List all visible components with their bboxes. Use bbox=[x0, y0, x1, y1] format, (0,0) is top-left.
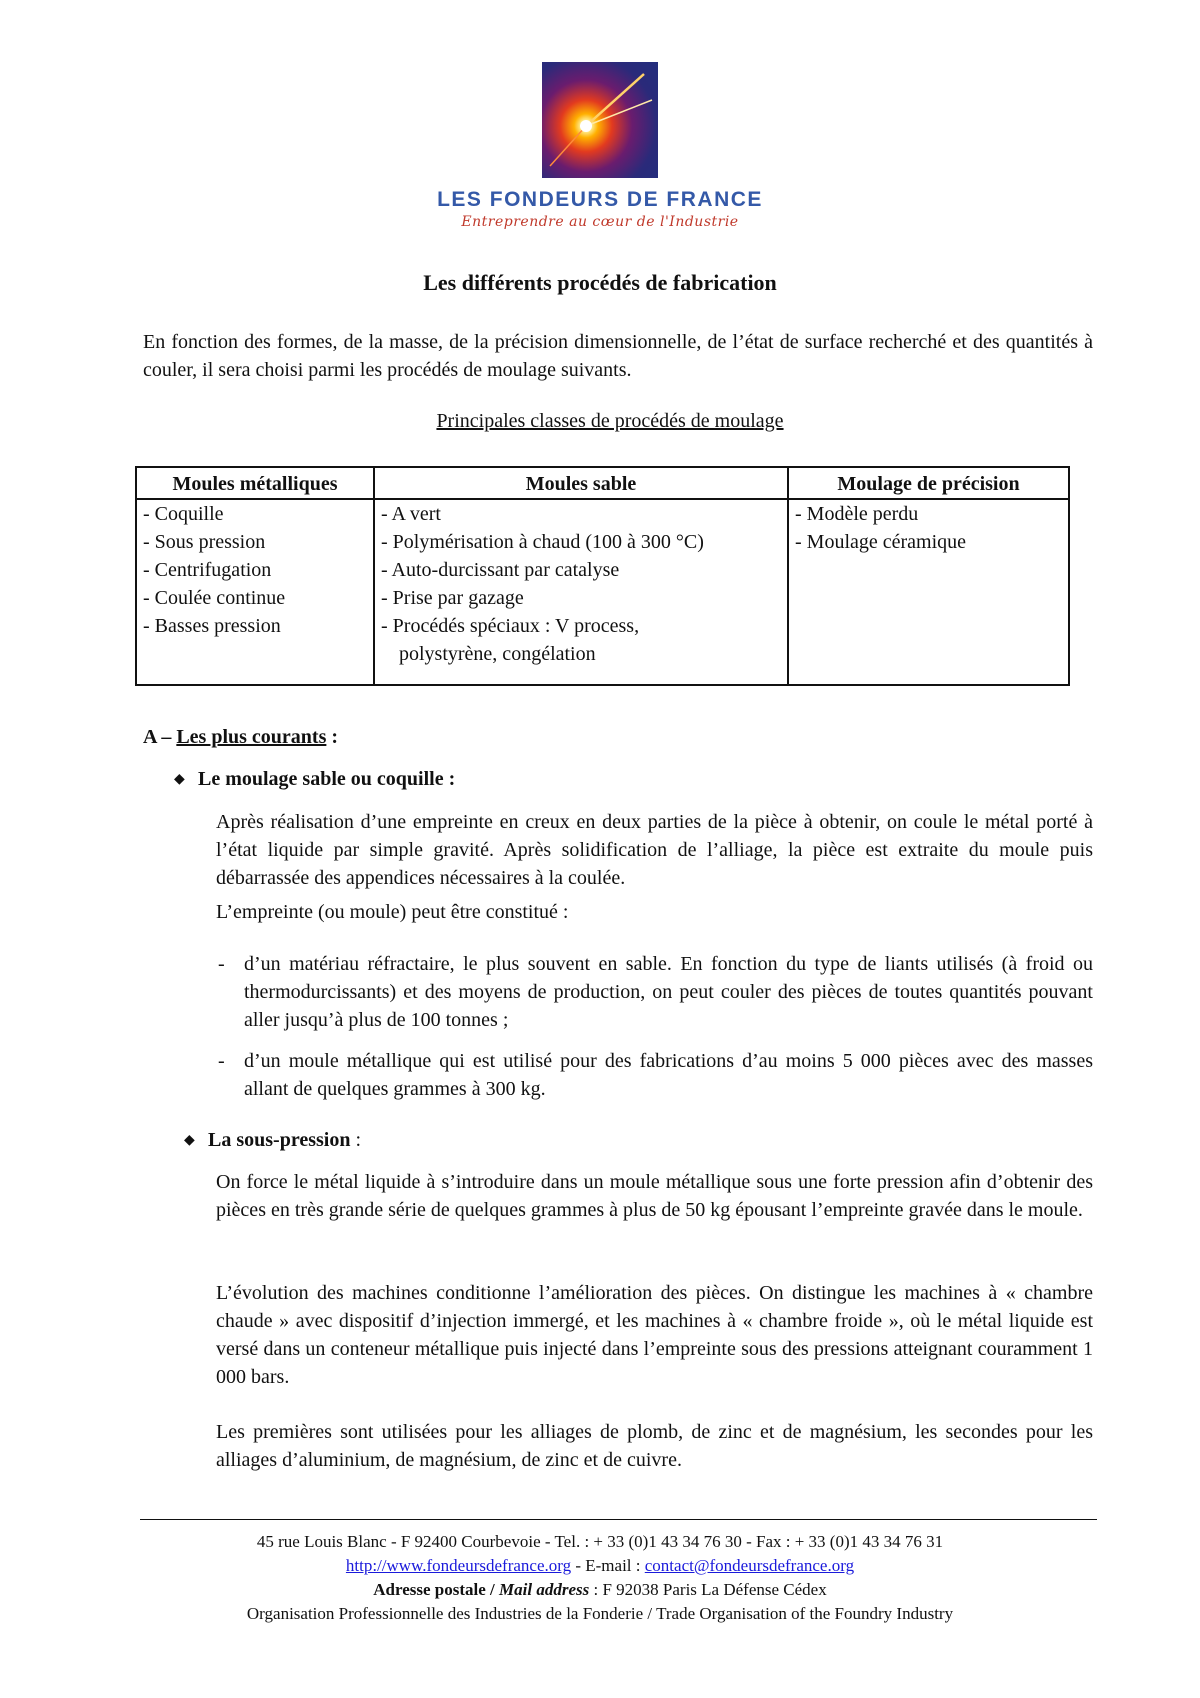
table-cell-metal bbox=[136, 499, 374, 685]
footer-address: 45 rue Louis Blanc - F 92400 Courbevoie - Tel. : + 33 (0)1 43 34 76 30 - Fax : + 33 (0)1 43 34 76 31 bbox=[256, 1532, 944, 1551]
section-prefix: A – bbox=[143, 726, 177, 748]
footer-divider bbox=[140, 1519, 1097, 1520]
table-caption: Principales classes de procédés de moulage bbox=[436, 410, 784, 432]
bullet-moulage-sable bbox=[174, 768, 455, 791]
section-label: Les plus courants bbox=[176, 726, 327, 748]
email-label: - E-mail : bbox=[571, 1556, 645, 1575]
paragraph: Les premières sont utilisées pour les alliages de plomb, de zinc et de magnésium, les secondes pour les alliages d’aluminium, de magnésium, de zinc et de cuivre. bbox=[216, 1421, 1093, 1471]
fondeurs-logo bbox=[542, 62, 658, 178]
bullet-sous-pression bbox=[184, 1129, 361, 1152]
list-item: - Moulage céramique bbox=[795, 531, 967, 553]
bullet-suffix: : bbox=[350, 1129, 362, 1151]
letterhead bbox=[0, 62, 1200, 230]
list-item: - Polymérisation à chaud (100 à 300 °C) bbox=[381, 531, 704, 553]
page-title: Les différents procédés de fabrication bbox=[423, 270, 777, 295]
list-item: - Centrifugation bbox=[143, 559, 272, 581]
diamond-bullet-icon: ◆ bbox=[184, 1133, 195, 1148]
list-item-continuation: polystyrène, congélation bbox=[399, 643, 596, 665]
paragraph: Après réalisation d’une empreinte en creux en deux parties de la pièce à obtenir, on coule le métal porté à l’état liquide par simple gravité. Après solidification de l’alliage, la pièce est extraite du moule puis débarrassée des appendices nécessaires à la coulée. bbox=[216, 811, 1093, 889]
paragraph: L’évolution des machines conditionne l’amélioration des pièces. On distingue les machines à « chambre chaude » avec dispositif d’injection immergé, et les machines à « chambre froide », où le métal liquide est versé dans un conteneur métallique puis injecté dans l’empreinte sous des pressions atteignant couramment 1 000 bars. bbox=[216, 1282, 1093, 1388]
dash-bullet: - bbox=[218, 953, 225, 975]
mail-address-label: Mail address bbox=[499, 1580, 590, 1599]
table-cell-sable bbox=[374, 499, 788, 685]
footer-contact bbox=[0, 1554, 1200, 1578]
list-item: - Modèle perdu bbox=[795, 503, 919, 525]
bullet-label: Le moulage sable ou coquille : bbox=[198, 768, 456, 790]
table-header-metal: Moules métalliques bbox=[136, 467, 374, 499]
list-item: - A vert bbox=[381, 503, 441, 525]
list-item bbox=[218, 950, 1093, 1034]
postal-value: : F 92038 Paris La Défense Cédex bbox=[589, 1580, 827, 1599]
list-item-text: d’un matériau réfractaire, le plus souvent en sable. En fonction du type de liants utilisés (à froid ou thermodurcissants) et des moyens de production, on peut couler des pièces de toutes quantités pouvant aller jusqu’à plus de 100 tonnes ; bbox=[244, 953, 1093, 1031]
footer-org-line: Organisation Professionnelle des Industries de la Fonderie / Trade Organisation of the Foundry Industry bbox=[246, 1604, 954, 1623]
intro-paragraph: En fonction des formes, de la masse, de la précision dimensionnelle, de l’état de surface recherché et des quantités à couler, il sera choisi parmi les procédés de moulage suivants. bbox=[143, 331, 1093, 381]
list-item: - Sous pression bbox=[143, 531, 266, 553]
list-item: - Auto-durcissant par catalyse bbox=[381, 559, 620, 581]
section-suffix: : bbox=[326, 726, 339, 748]
list-item: - Basses pression bbox=[143, 615, 281, 637]
list-item-text: d’un moule métallique qui est utilisé pour des fabrications d’au moins 5 000 pièces avec des masses allant de quelques grammes à 300 kg. bbox=[244, 1050, 1093, 1100]
table-cell-precision bbox=[788, 499, 1069, 685]
website-link[interactable]: http://www.fondeursdefrance.org bbox=[345, 1556, 572, 1575]
diamond-bullet-icon: ◆ bbox=[174, 772, 185, 787]
spark-icon bbox=[542, 62, 658, 178]
list-item: - Coulée continue bbox=[143, 587, 286, 609]
list-item bbox=[218, 1047, 1093, 1103]
paragraph: L’empreinte (ou moule) peut être constitué : bbox=[216, 901, 569, 923]
dash-bullet: - bbox=[218, 1050, 225, 1072]
paragraph: On force le métal liquide à s’introduire dans un moule métallique sous une forte pression afin d’obtenir des pièces en très grande série de quelques grammes à plus de 50 kg épousant l’empreinte gravée dans le moule. bbox=[216, 1171, 1093, 1221]
procedes-table bbox=[135, 466, 1070, 686]
footer-postal bbox=[0, 1578, 1200, 1602]
list-item: - Procédés spéciaux : V process, bbox=[381, 615, 640, 637]
email-link[interactable]: contact@fondeursdefrance.org bbox=[644, 1556, 855, 1575]
list-item: - Coquille bbox=[143, 503, 224, 525]
bullet-label: La sous-pression bbox=[208, 1129, 351, 1151]
list-item: - Prise par gazage bbox=[381, 587, 524, 609]
section-a-heading bbox=[143, 726, 338, 749]
postal-label: Adresse postale / bbox=[373, 1580, 500, 1599]
table-header-precision: Moulage de précision bbox=[788, 467, 1069, 499]
table-header-sable: Moules sable bbox=[374, 467, 788, 499]
tagline: Entreprendre au cœur de l'Industrie bbox=[461, 214, 739, 230]
org-name: LES FONDEURS DE FRANCE bbox=[437, 188, 763, 211]
